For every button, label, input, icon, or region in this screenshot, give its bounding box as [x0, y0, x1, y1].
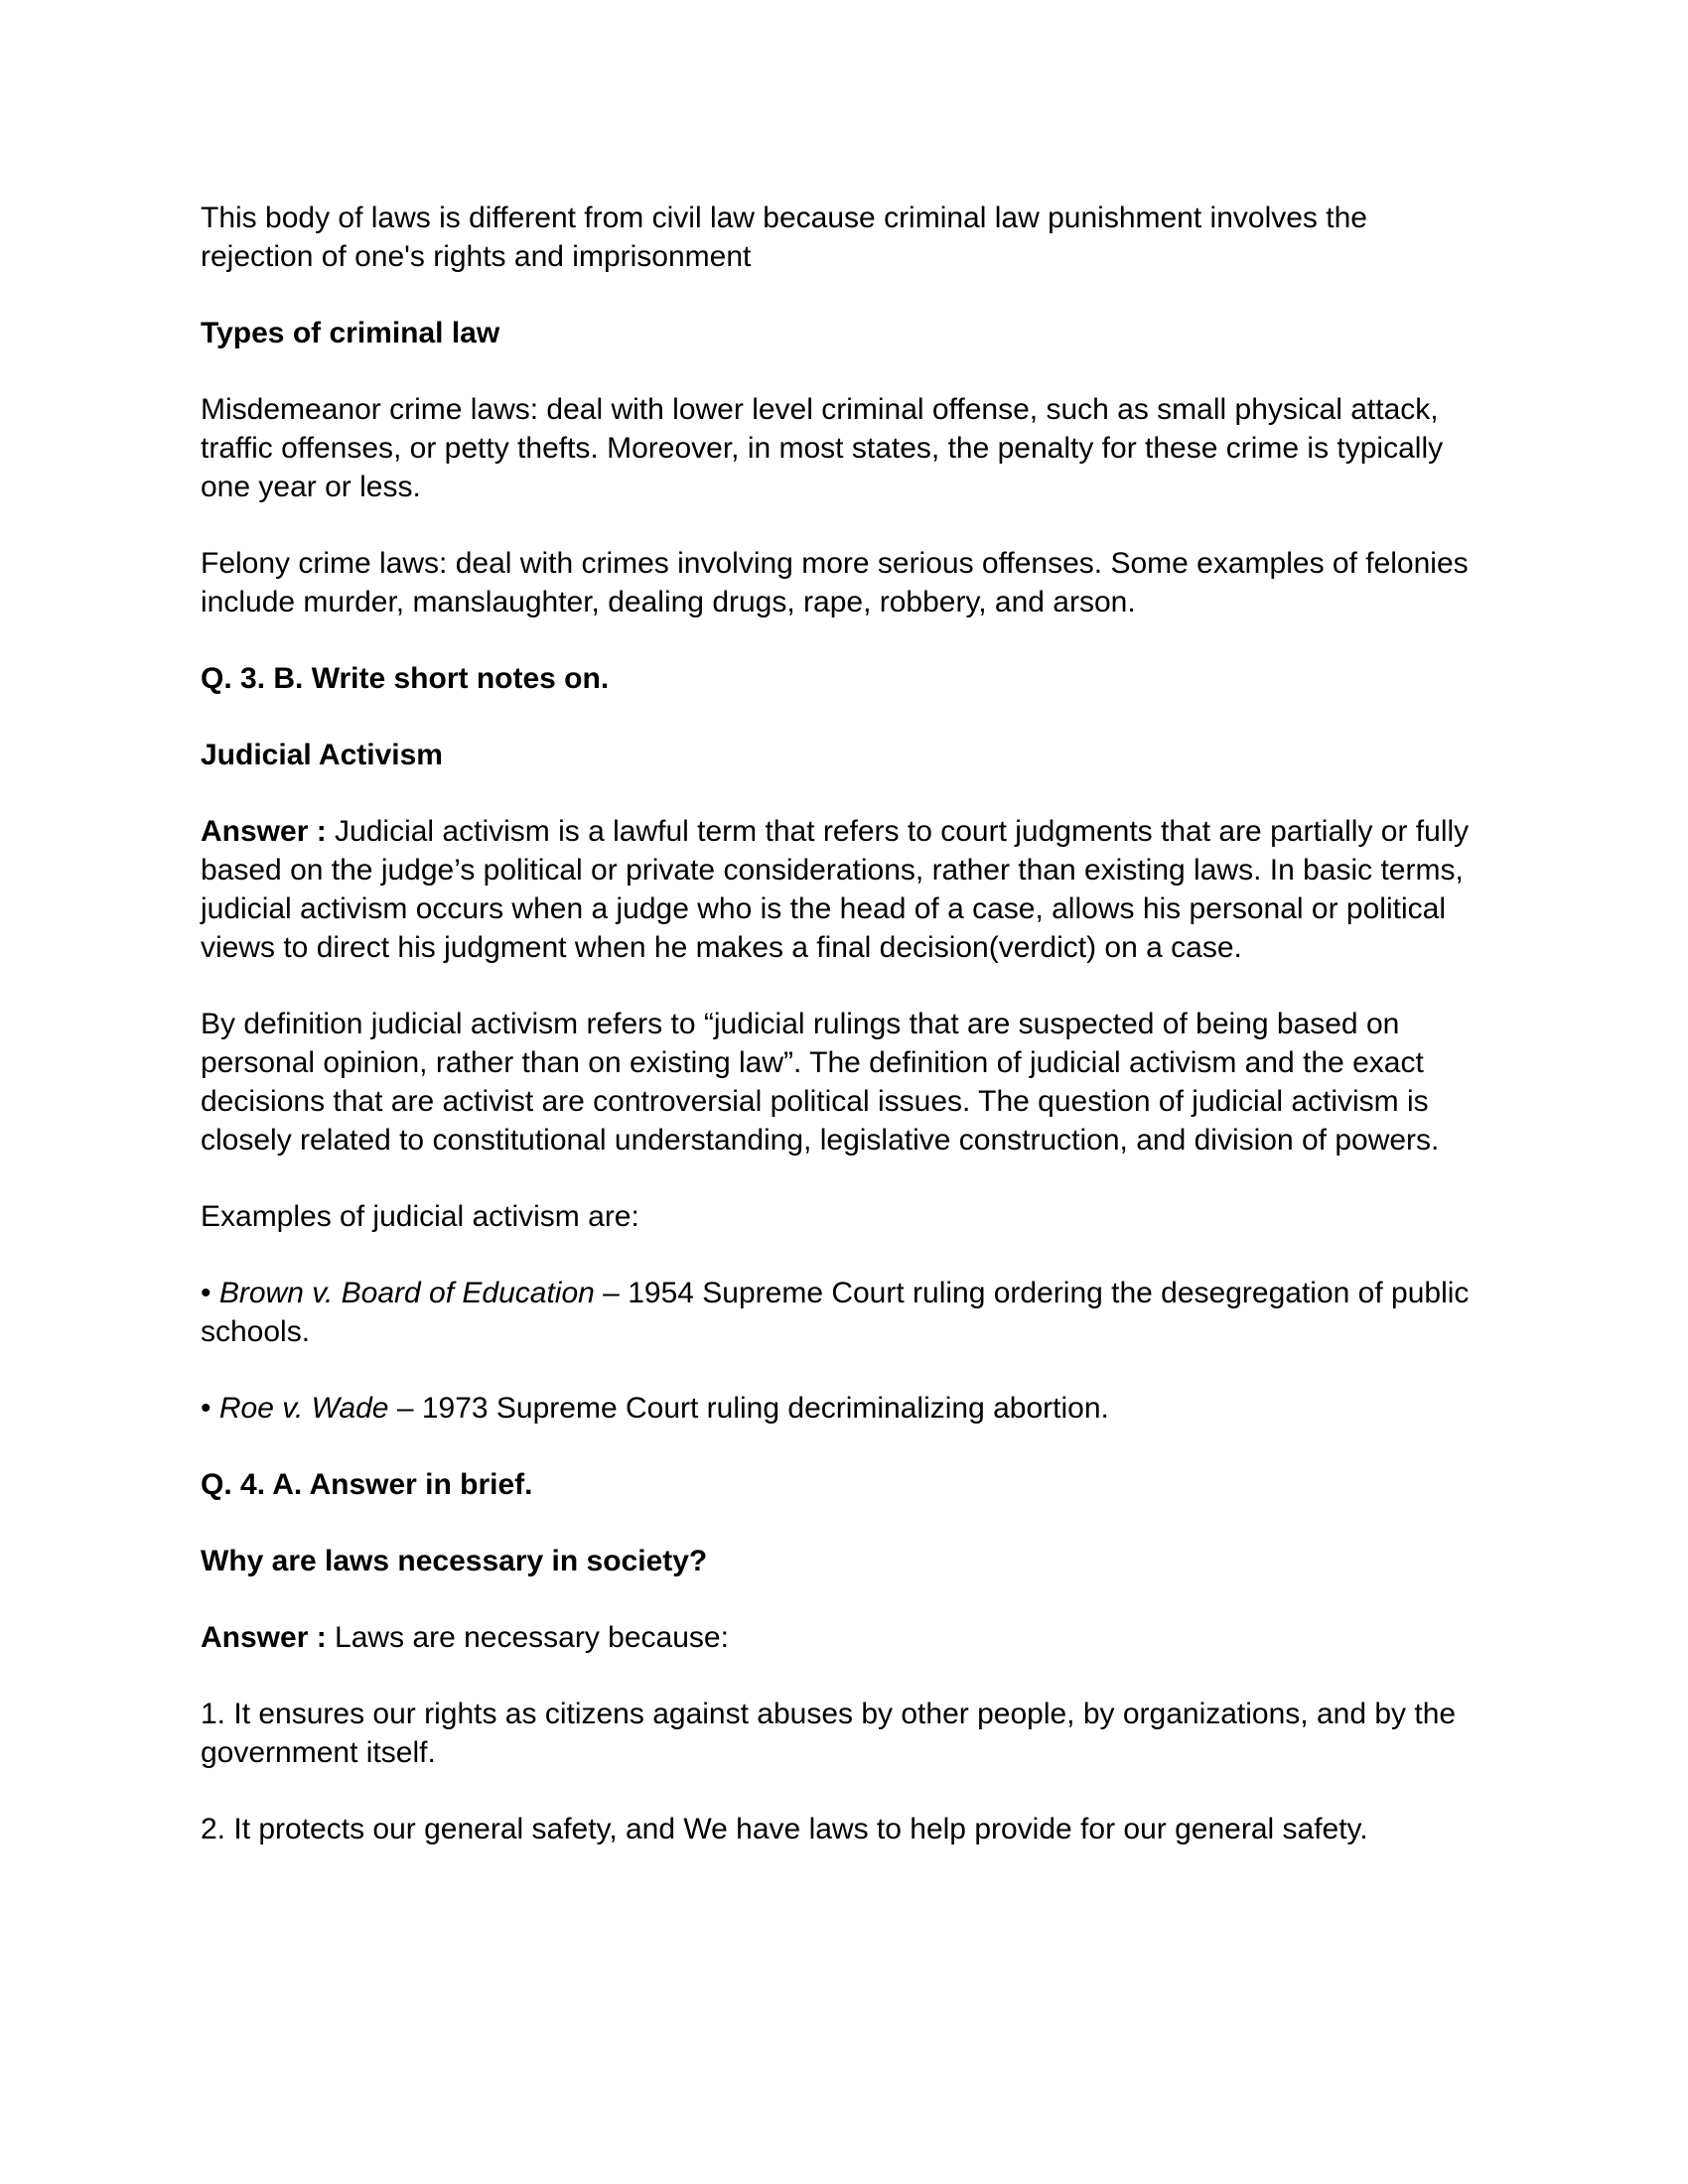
bullet-marker: •: [201, 1392, 219, 1425]
q3-heading: Q. 3. B. Write short notes on.: [201, 662, 610, 695]
bullet-brown-text: – 1954 Supreme Court ruling ordering the desegregation of public schools.: [201, 1277, 1470, 1348]
answer-label: Answer :: [201, 1621, 327, 1654]
bullet-roe-v-wade: [201, 1389, 1483, 1428]
q4-heading: Q. 4. A. Answer in brief.: [201, 1468, 533, 1501]
intro-paragraph: This body of laws is different from civil law because criminal law punishment involves the rejection of one's rights and imprisonment: [201, 202, 1367, 273]
examples-intro-paragraph: Examples of judicial activism are:: [201, 1200, 639, 1233]
judicial-activism-answer-paragraph: [201, 812, 1483, 967]
case-name-roe: Roe v. Wade: [218, 1392, 389, 1425]
by-definition-paragraph: By definition judicial activism refers to “judicial rulings that are suspected of being based on personal opinion, rather than on existing law”. The definition of judicial activism and the exact decisions that are activist are controversial political issues. The question of judicial activism is closely related to constitutional understanding, legislative construction, and division of powers.: [201, 1008, 1440, 1157]
judicial-activism-heading: Judicial Activism: [201, 739, 443, 771]
felony-paragraph: Felony crime laws: deal with crimes involving more serious offenses. Some examples of felonies include murder, manslaughter, dealing drugs, rape, robbery, and arson.: [201, 547, 1469, 618]
laws-answer-text: Laws are necessary because:: [326, 1621, 729, 1654]
bullet-roe-text: – 1973 Supreme Court ruling decriminalizing abortion.: [388, 1392, 1109, 1425]
types-of-criminal-law-heading: Types of criminal law: [201, 317, 500, 349]
case-name-brown: Brown v. Board of Education: [218, 1277, 595, 1309]
point-1-paragraph: 1. It ensures our rights as citizens against abuses by other people, by organizations, and by the government itself.: [201, 1698, 1457, 1769]
bullet-brown-v-board: [201, 1274, 1483, 1351]
misdemeanor-paragraph: Misdemeanor crime laws: deal with lower level criminal offense, such as small physical attack, traffic offenses, or petty thefts. Moreover, in most states, the penalty for these crime is typically one year or less.: [201, 393, 1444, 503]
bullet-marker: •: [201, 1277, 219, 1309]
point-2-paragraph: 2. It protects our general safety, and We have laws to help provide for our general safety.: [201, 1813, 1368, 1845]
judicial-activism-answer-text: Judicial activism is a lawful term that refers to court judgments that are partially or fully based on the judge’s political or private considerations, rather than existing laws. In basic terms, judicial activism occurs when a judge who is the head of a case, allows his personal or political views to direct his judgment when he makes a final decision(verdict) on a case.: [201, 815, 1470, 964]
laws-answer-paragraph: [201, 1618, 1483, 1657]
answer-label: Answer :: [201, 815, 327, 848]
why-laws-heading: Why are laws necessary in society?: [201, 1545, 708, 1577]
